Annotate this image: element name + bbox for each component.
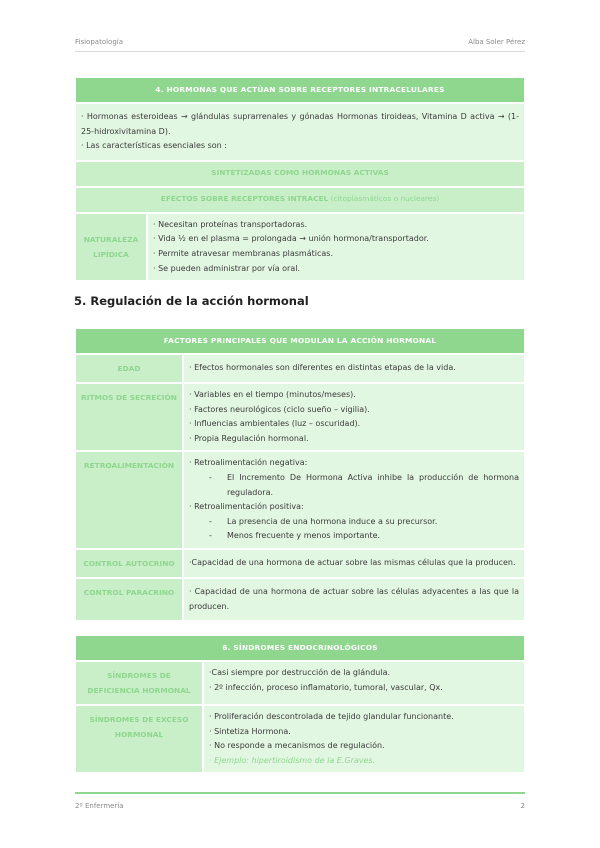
ritmos-label: RITMOS DE SECRECIÓN	[75, 383, 183, 451]
retro-negative: · Retroalimentación negativa:	[189, 458, 308, 468]
naturaleza-item: · Se pueden administrar por vía oral.	[153, 263, 300, 273]
section4-sub1: SINTETIZADAS COMO HORMONAS ACTIVAS	[75, 161, 525, 187]
edad-label: EDAD	[75, 354, 183, 383]
autocrino-label: CONTROL AUTOCRINO	[75, 549, 183, 578]
deficiencia-item: ·Casi siempre por destrucción de la glándula.	[209, 668, 391, 677]
naturaleza-item: · Vida ½ en el plasma = prolongada → unión hormona/transportador.	[153, 234, 429, 244]
paracrino-text: · Capacidad de una hormona de actuar sobre las células adyacentes a las que la producen.	[183, 578, 525, 621]
ritmos-content	[183, 383, 525, 451]
section5-table	[74, 327, 526, 622]
naturaleza-item: · Permite atravesar membranas plasmáticas.	[153, 248, 333, 258]
ritmos-item: · Influencias ambientales (luz – oscuridad).	[189, 419, 361, 429]
section5-title: FACTORES PRINCIPALES QUE MODULAN LA ACCIÓN HORMONAL	[75, 328, 525, 354]
naturaleza-label: NATURALEZA LIPÍDICA	[75, 213, 147, 281]
header-author: Alba Soler Pérez	[468, 38, 525, 46]
naturaleza-item: · Necesitan proteínas transportadoras.	[153, 219, 308, 229]
deficiencia-label: SÍNDROMES DE DEFICIENCIA HORMONAL	[75, 661, 203, 705]
ritmos-item: · Variables en el tiempo (minutos/meses).	[189, 390, 356, 399]
page-header	[75, 34, 525, 52]
section4-intro-line2: · Las características esenciales son :	[81, 141, 227, 151]
retro-positive-item: - La presencia de una hormona induce a su precursor.	[209, 515, 519, 530]
edad-text: · Efectos hormonales son diferentes en distintas etapas de la vida.	[183, 354, 525, 383]
retro-content	[183, 451, 525, 549]
paracrino-label: CONTROL PARACRINO	[75, 578, 183, 621]
section4-intro-line1: · Hormonas esteroideas → glándulas suprarrenales y gónadas Hormonas tiroideas, Vitamina D activa → (1-25-hidroxivitamina D).	[81, 112, 519, 136]
section4-sub2-light: (citoplasmáticos o nucleares)	[328, 194, 440, 204]
retro-positive-item: - Menos frecuente y menos importante.	[209, 529, 519, 544]
ritmos-item: · Factores neurológicos (ciclo sueño – vigilia).	[189, 404, 370, 414]
section4-title: 4. HORMONAS QUE ACTÚAN SOBRE RECEPTORES INTRACELULARES	[75, 77, 525, 103]
section6-table	[74, 634, 526, 774]
exceso-item: · No responde a mecanismos de regulación.	[209, 741, 385, 751]
deficiencia-item: · 2º infección, proceso inflamatorio, tumoral, vascular, Qx.	[209, 682, 443, 692]
retro-negative-list	[189, 471, 519, 500]
header-subject: Fisiopatología	[75, 38, 124, 46]
section5-heading: 5. Regulación de la acción hormonal	[74, 294, 309, 308]
exceso-label: SÍNDROMES DE EXCESO HORMONAL	[75, 705, 203, 773]
retro-label: RETROALIMENTACIÓN	[75, 451, 183, 549]
retro-positive: · Retroalimentación positiva:	[189, 502, 304, 512]
ritmos-item: · Propia Regulación hormonal.	[189, 433, 309, 443]
section4-intro	[75, 103, 525, 161]
exceso-item: · Sintetiza Hormona.	[209, 726, 291, 736]
section4-sub2-bold: EFECTOS SOBRE RECEPTORES INTRACEL	[160, 194, 329, 204]
footer-page-number: 2	[520, 802, 525, 810]
footer-course: 2º Enfermería	[75, 802, 124, 810]
exceso-content	[203, 705, 525, 773]
deficiencia-content	[203, 661, 525, 705]
retro-negative-item: - El Incremento De Hormona Activa inhibe la producción de hormona reguladora.	[209, 471, 519, 500]
section4-table	[74, 76, 526, 282]
section6-title: 6. SÍNDROMES ENDOCRINOLÓGICOS	[75, 635, 525, 661]
page-footer	[75, 792, 525, 816]
exceso-item: · Proliferación descontrolada de tejido glandular funcionante.	[209, 712, 454, 721]
retro-positive-list	[189, 515, 519, 544]
naturaleza-content	[147, 213, 525, 281]
exceso-example: · Ejemplo: hipertiroidismo de la E.Graves.	[209, 755, 376, 765]
section4-sub2	[75, 187, 525, 213]
autocrino-text: ·Capacidad de una hormona de actuar sobre las mismas células que la producen.	[183, 549, 525, 578]
